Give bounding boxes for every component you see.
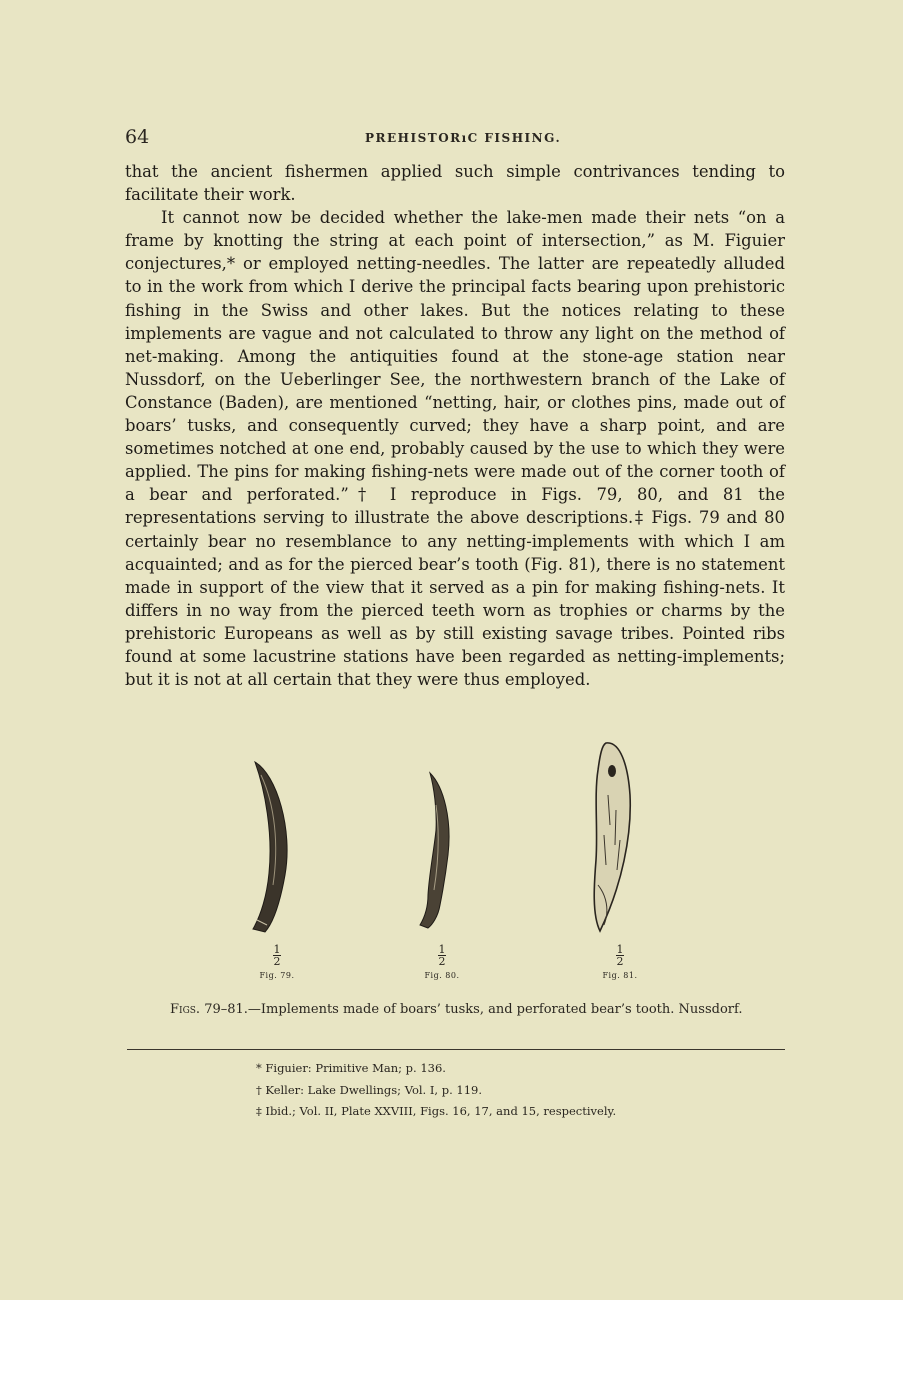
figure-label: Fig. 80.: [424, 971, 460, 980]
scale-fraction: 1 2: [616, 943, 624, 968]
boar-tusk-illustration: [382, 735, 502, 935]
figure-group: [125, 735, 785, 995]
boar-tusk-illustration: [217, 735, 337, 935]
caption-lead: Figs.: [170, 1002, 201, 1017]
body-text: [125, 160, 785, 691]
figure-label: Fig. 79.: [259, 971, 295, 980]
footnote: * Figuier: Primitive Man; p. 136.: [256, 1061, 446, 1075]
figure-caption: [170, 1002, 770, 1017]
scale-fraction: 1 2: [273, 943, 281, 968]
page-header: [125, 126, 785, 152]
paragraph: that the ancient fishermen applied such simple contrivances tending to facilitate their work.: [125, 162, 785, 205]
running-title: PREHISTORıC FISHING.: [365, 131, 562, 145]
paragraph: It cannot now be decided whether the lake-men made their nets “on a frame by knotting the string at each point of intersection,” as M. Figuier conjectures,* or employed netting-needles. The latter are repeatedly alluded to in the work from which I derive the principal facts bearing upon prehistoric fishing in the Swiss and other lakes. But the notices relating to these implements are vague and not calculated to throw any light on the method of net-making. Among the antiquities found at the stone-age station near Nussdorf, on the Ueberlinger See, the northwestern branch of the Lake of Constance (Baden), are mentioned “netting, hair, or clothes pins, made out of boars’ tusks, and consequently curved; they have a sharp point, and are sometimes notched at one end, probably caused by the use to which they were applied. The pins for making fishing-nets were made out of the corner tooth of a bear and perforated.”† I reproduce in Figs. 79, 80, and 81 the representations serving to illustrate the above descriptions.‡ Figs. 79 and 80 certainly bear no resemblance to any netting-implements with which I am acquainted; and as for the pierced bear’s tooth (Fig. 81), there is no statement made in support of the view that it served as a pin for making fishing-nets. It differs in no way from the pierced teeth worn as trophies or charms by the prehistoric Europeans as well as by still existing savage tribes. Pointed ribs found at some lacustrine stations have been regarded as netting-implements; but it is not at all certain that they were thus employed.: [125, 208, 785, 690]
caption-text: 79–81.—Implements made of boars’ tusks, and perforated bear’s tooth. Nussdorf.: [200, 1002, 743, 1017]
footnote-divider: [127, 1049, 785, 1050]
figure-79: [217, 735, 337, 985]
figure-label: Fig. 81.: [602, 971, 638, 980]
page-number: 64: [125, 126, 150, 148]
footnote: † Keller: Lake Dwellings; Vol. I, p. 119.: [256, 1082, 483, 1097]
footnote: ‡ Ibid.; Vol. II, Plate XXVIII, Figs. 16, 17, and 15, respectively.: [256, 1104, 617, 1118]
figure-80: [382, 735, 502, 985]
figure-81: [560, 735, 680, 985]
scale-fraction: 1 2: [438, 943, 446, 968]
bear-tooth-illustration: [560, 735, 680, 940]
footnotes: [256, 1058, 776, 1123]
